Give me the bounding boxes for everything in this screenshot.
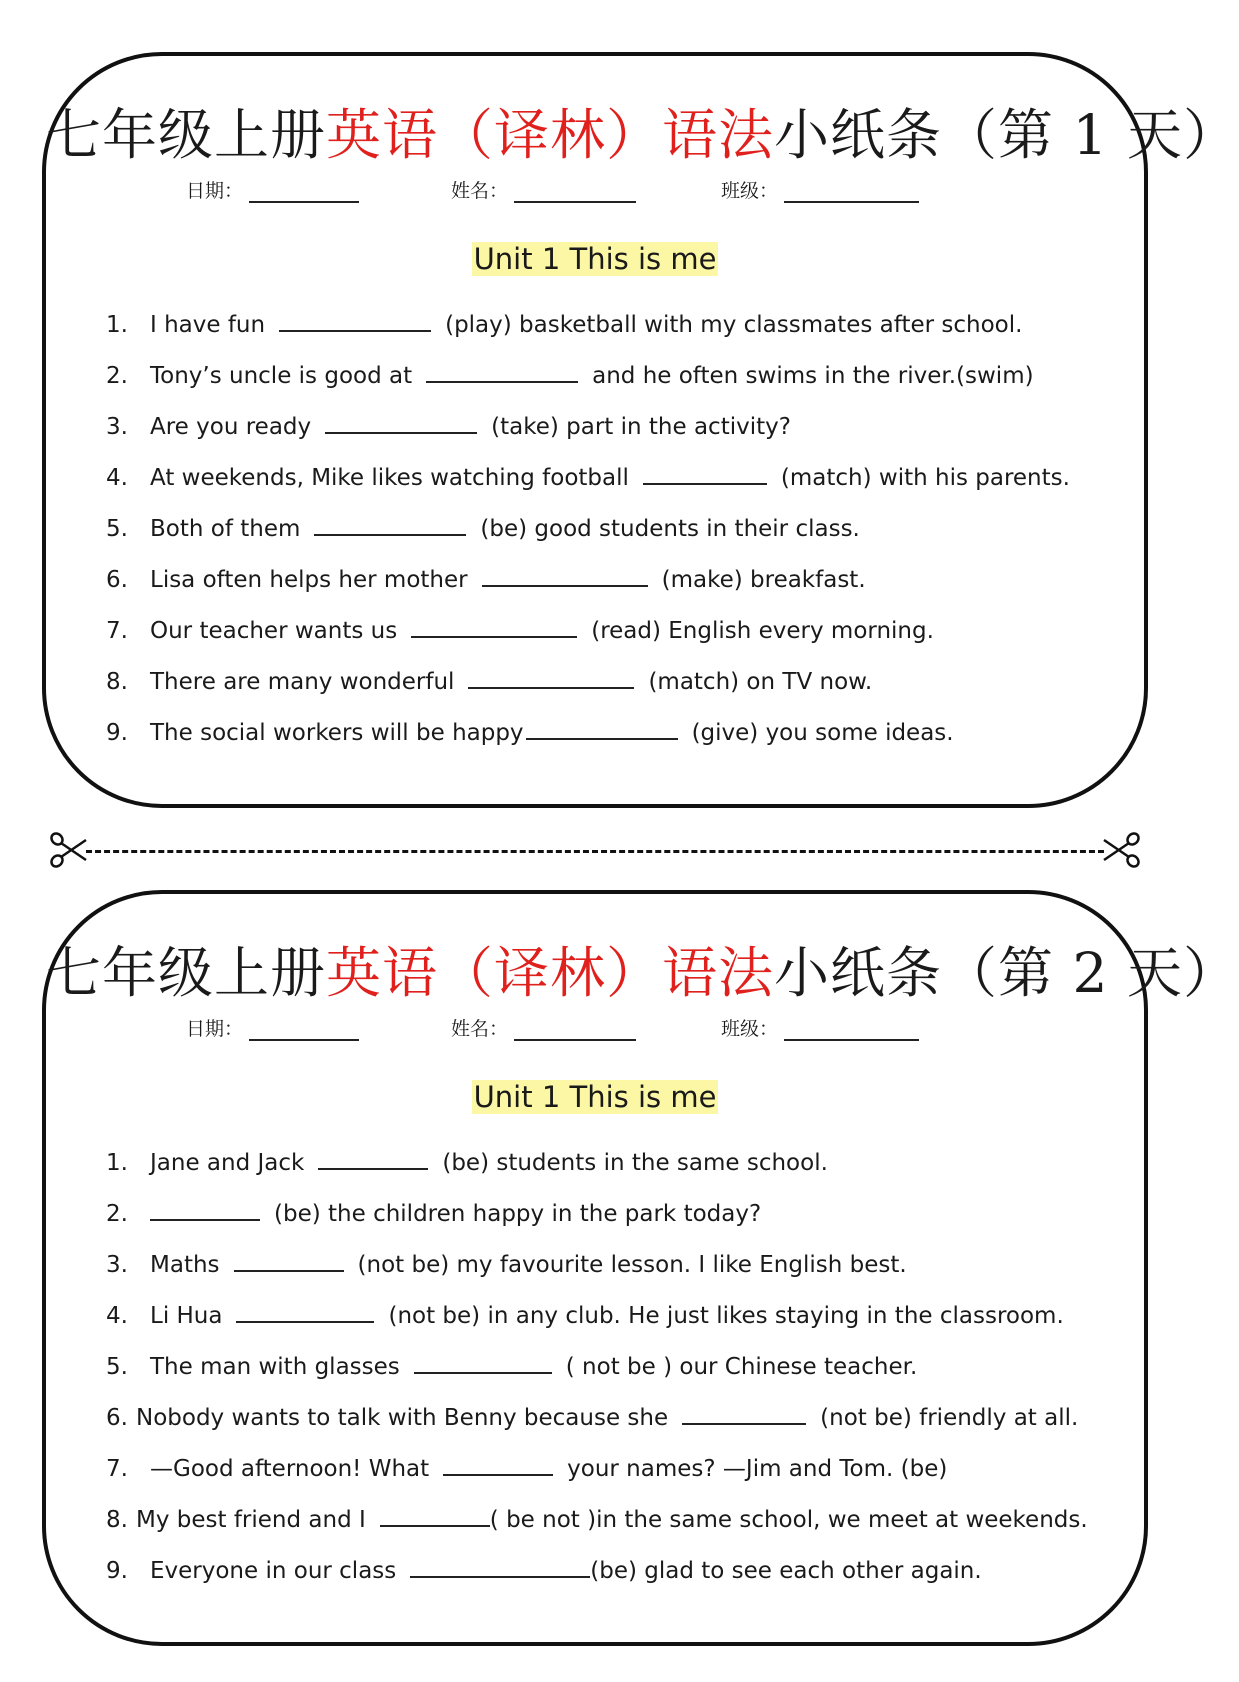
worksheet-card-day2 [42, 890, 1239, 1646]
answer-blank[interactable] [643, 459, 767, 485]
question-item: 2. Tony’s uncle is good at and he often swims in the river.(swim) [106, 357, 1104, 408]
cut-line [48, 830, 1142, 870]
question-item: 5. Both of them (be) good students in their class. [106, 510, 1104, 561]
name-field[interactable]: 姓名： [451, 176, 636, 203]
question-item: 7. —Good afternoon! What your names? —Jim and Tom. (be) [106, 1450, 1104, 1501]
answer-blank[interactable] [411, 612, 577, 638]
answer-blank[interactable] [482, 561, 648, 587]
question-item: 4. Li Hua (not be) in any club. He just likes staying in the classroom. [106, 1297, 1104, 1348]
answer-blank[interactable] [380, 1501, 490, 1527]
info-fields [46, 1014, 1144, 1044]
question-list [106, 306, 1104, 765]
answer-blank[interactable] [443, 1450, 553, 1476]
question-item: 6. Nobody wants to talk with Benny because she (not be) friendly at all. [106, 1399, 1104, 1450]
question-item: 1. Jane and Jack (be) students in the same school. [106, 1144, 1104, 1195]
answer-blank[interactable] [526, 714, 678, 740]
unit-heading: Unit 1 This is me [473, 242, 717, 276]
name-field[interactable]: 姓名： [451, 1014, 636, 1041]
question-item: 9. Everyone in our class (be) glad to see each other again. [106, 1552, 1104, 1603]
answer-blank[interactable] [468, 663, 634, 689]
answer-blank[interactable] [414, 1348, 552, 1374]
question-item: 6. Lisa often helps her mother (make) breakfast. [106, 561, 1104, 612]
date-field[interactable]: 日期： [186, 176, 359, 203]
question-item: 1. I have fun (play) basketball with my classmates after school. [106, 306, 1104, 357]
unit-heading: Unit 1 This is me [473, 1080, 717, 1114]
question-item: 8. My best friend and I ( be not )in the same school, we meet at weekends. [106, 1501, 1104, 1552]
class-field[interactable]: 班级： [721, 176, 919, 203]
question-item: 9. The social workers will be happy (give) you some ideas. [106, 714, 1104, 765]
answer-blank[interactable] [426, 357, 578, 383]
question-item: 5. The man with glasses ( not be ) our Chinese teacher. [106, 1348, 1104, 1399]
date-field[interactable]: 日期： [186, 1014, 359, 1041]
answer-blank[interactable] [236, 1297, 374, 1323]
answer-blank[interactable] [150, 1195, 260, 1221]
scissors-icon [1102, 830, 1142, 870]
card-title: 七年级上册英语（译林）语法小纸条（第 2 天） [46, 941, 1239, 1005]
card-title: 七年级上册英语（译林）语法小纸条（第 1 天） [46, 103, 1239, 167]
question-item: 3. Are you ready (take) part in the activity? [106, 408, 1104, 459]
question-list [106, 1144, 1104, 1603]
dashed-line [86, 850, 1104, 853]
answer-blank[interactable] [410, 1552, 590, 1578]
question-item: 2. (be) the children happy in the park today? [106, 1195, 1104, 1246]
answer-blank[interactable] [234, 1246, 344, 1272]
question-item: 3. Maths (not be) my favourite lesson. I like English best. [106, 1246, 1104, 1297]
info-fields [46, 176, 1144, 206]
scissors-icon [48, 830, 88, 870]
answer-blank[interactable] [325, 408, 477, 434]
class-field[interactable]: 班级： [721, 1014, 919, 1041]
question-item: 4. At weekends, Mike likes watching football (match) with his parents. [106, 459, 1104, 510]
question-item: 8. There are many wonderful (match) on TV now. [106, 663, 1104, 714]
question-item: 7. Our teacher wants us (read) English every morning. [106, 612, 1104, 663]
answer-blank[interactable] [314, 510, 466, 536]
worksheet-card-day1 [42, 52, 1239, 808]
answer-blank[interactable] [318, 1144, 428, 1170]
answer-blank[interactable] [682, 1399, 806, 1425]
answer-blank[interactable] [279, 306, 431, 332]
